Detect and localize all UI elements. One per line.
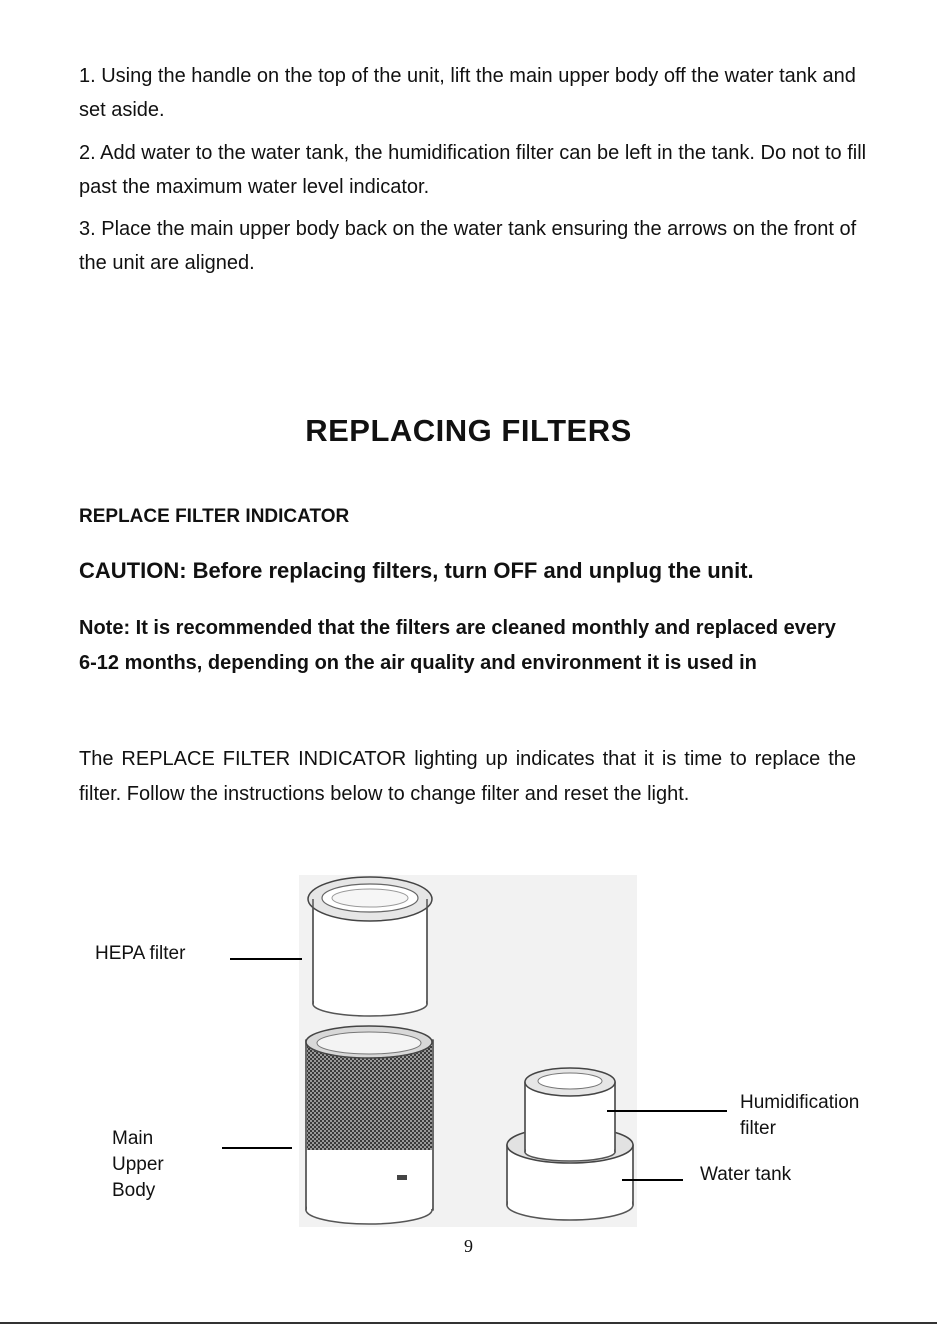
step-3: 3. Place the main upper body back on the water tank ensuring the arrows on the front of the unit are aligned. — [79, 218, 857, 274]
label-humid-line-1: Humidification — [740, 1092, 860, 1113]
page-number: 9 — [464, 1236, 473, 1256]
step-1: 1. Using the handle on the top of the unit, lift the main upper body off the water tank and set aside. — [79, 65, 856, 121]
label-humid-line-2: filter — [740, 1118, 776, 1139]
body-text: The REPLACE FILTER INDICATOR lighting up indicates that it is time to replace the filter. Follow the instructions below to change filter and reset the light. — [79, 748, 856, 805]
label-humidification-filter — [740, 1090, 859, 1142]
subheading: REPLACE FILTER INDICATOR — [79, 506, 350, 527]
label-main-line-3: Body — [112, 1180, 156, 1201]
label-main-line-2: Upper — [112, 1154, 164, 1175]
main-upper-body-illustration — [306, 1026, 433, 1224]
label-main-upper-body — [112, 1126, 164, 1204]
caution-text: CAUTION: Before replacing filters, turn OFF and unplug the unit. — [79, 558, 754, 583]
humidification-filter-illustration — [525, 1068, 615, 1161]
hepa-filter-illustration — [308, 877, 432, 1016]
label-hepa-filter: HEPA filter — [95, 943, 186, 964]
section-title: REPLACING FILTERS — [305, 413, 632, 448]
label-water-tank: Water tank — [700, 1164, 792, 1185]
step-2: 2. Add water to the water tank, the humidification filter can be left in the tank. Do not to fill past the maximum water level indicator. — [79, 142, 867, 198]
label-main-line-1: Main — [112, 1128, 154, 1149]
note-text: Note: It is recommended that the filters are cleaned monthly and replaced every 6-12 months, depending on the air quality and environment it is used in — [79, 617, 836, 674]
